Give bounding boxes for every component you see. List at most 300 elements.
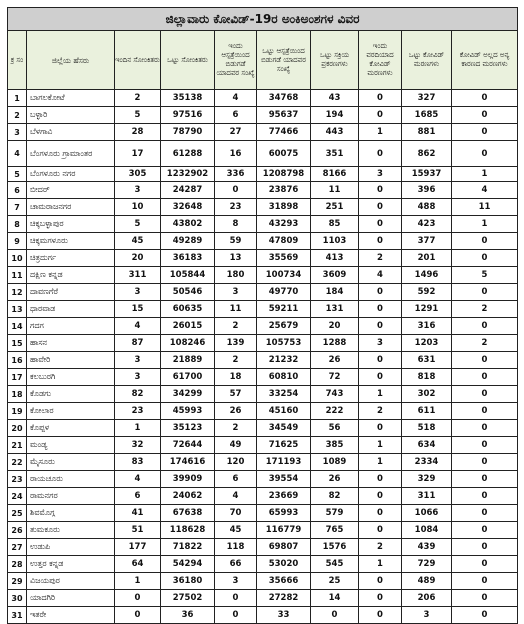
cell-today-deaths: 4: [359, 267, 402, 284]
cell-total-discharged: 25679: [257, 318, 311, 335]
cell-active-cases: 25: [311, 573, 359, 590]
cell-active-cases: 222: [311, 403, 359, 420]
cell-total-deaths: 634: [402, 437, 452, 454]
cell-non-covid-deaths: 11: [452, 199, 518, 216]
cell-today-discharged: 16: [215, 141, 257, 167]
cell-today-discharged: 120: [215, 454, 257, 471]
cell-today-discharged: 11: [215, 301, 257, 318]
cell-sno: 24: [8, 488, 27, 505]
header-total-cases: ಒಟ್ಟು ಸೋಂಕಿತರು: [161, 31, 215, 90]
cell-active-cases: 0: [311, 607, 359, 624]
cell-total-cases: 118628: [161, 522, 215, 539]
cell-active-cases: 545: [311, 556, 359, 573]
cell-total-cases: 174616: [161, 454, 215, 471]
cell-today-deaths: 0: [359, 199, 402, 216]
cell-district-name: ದಾವಣಗೆರೆ: [27, 284, 115, 301]
cell-total-deaths: 206: [402, 590, 452, 607]
cell-today-discharged: 180: [215, 267, 257, 284]
cell-district-name: ಹಾವೇರಿ: [27, 352, 115, 369]
cell-today-discharged: 2: [215, 352, 257, 369]
header-today-discharged: ಇಂದು ಆಸ್ಪತ್ರೆಯಿಂದ ಬಿಡುಗಡೆ ಯಾದವರ ಸಂಖ್ಯೆ: [215, 31, 257, 90]
cell-total-deaths: 15937: [402, 167, 452, 182]
cell-total-cases: 71822: [161, 539, 215, 556]
table-row: [8, 556, 518, 573]
table-row: [8, 352, 518, 369]
cell-sno: 2: [8, 107, 27, 124]
table-row: [8, 301, 518, 318]
cell-total-deaths: 396: [402, 182, 452, 199]
cell-active-cases: 11: [311, 182, 359, 199]
cell-total-discharged: 100734: [257, 267, 311, 284]
cell-non-covid-deaths: 0: [452, 539, 518, 556]
cell-total-deaths: 311: [402, 488, 452, 505]
cell-non-covid-deaths: 0: [452, 403, 518, 420]
cell-total-cases: 24287: [161, 182, 215, 199]
cell-today-cases: 82: [115, 386, 161, 403]
cell-total-discharged: 23876: [257, 182, 311, 199]
cell-today-deaths: 0: [359, 90, 402, 107]
cell-sno: 6: [8, 182, 27, 199]
cell-total-cases: 72644: [161, 437, 215, 454]
cell-total-cases: 97516: [161, 107, 215, 124]
cell-today-discharged: 18: [215, 369, 257, 386]
cell-non-covid-deaths: 0: [452, 107, 518, 124]
cell-today-discharged: 59: [215, 233, 257, 250]
cell-today-deaths: 3: [359, 167, 402, 182]
cell-today-discharged: 3: [215, 573, 257, 590]
cell-today-deaths: 0: [359, 369, 402, 386]
cell-today-deaths: 0: [359, 284, 402, 301]
cell-today-cases: 5: [115, 216, 161, 233]
cell-today-discharged: 3: [215, 284, 257, 301]
cell-active-cases: 3609: [311, 267, 359, 284]
cell-total-discharged: 33254: [257, 386, 311, 403]
cell-total-deaths: 631: [402, 352, 452, 369]
cell-today-cases: 83: [115, 454, 161, 471]
cell-active-cases: 43: [311, 90, 359, 107]
cell-total-cases: 39909: [161, 471, 215, 488]
cell-today-discharged: 6: [215, 471, 257, 488]
cell-district-name: ಶಿವಮೊಗ್ಗ: [27, 505, 115, 522]
cell-today-cases: 41: [115, 505, 161, 522]
cell-total-cases: 108246: [161, 335, 215, 352]
cell-today-discharged: 57: [215, 386, 257, 403]
cell-today-deaths: 0: [359, 318, 402, 335]
cell-district-name: ಬೆಳಗಾವಿ: [27, 124, 115, 141]
cell-non-covid-deaths: 4: [452, 182, 518, 199]
cell-non-covid-deaths: 1: [452, 216, 518, 233]
cell-sno: 31: [8, 607, 27, 624]
table-row: [8, 454, 518, 471]
cell-non-covid-deaths: 0: [452, 471, 518, 488]
cell-active-cases: 1089: [311, 454, 359, 471]
cell-total-cases: 54294: [161, 556, 215, 573]
cell-total-cases: 60635: [161, 301, 215, 318]
cell-today-deaths: 0: [359, 352, 402, 369]
cell-active-cases: 184: [311, 284, 359, 301]
table-row: [8, 539, 518, 556]
cell-today-cases: 0: [115, 607, 161, 624]
cell-total-discharged: 69807: [257, 539, 311, 556]
cell-today-discharged: 23: [215, 199, 257, 216]
cell-district-name: ಬೀದರ್: [27, 182, 115, 199]
cell-total-discharged: 95637: [257, 107, 311, 124]
cell-active-cases: 26: [311, 352, 359, 369]
cell-active-cases: 82: [311, 488, 359, 505]
cell-district-name: ಮೈಸೂರು: [27, 454, 115, 471]
cell-district-name: ವಿಜಯಪುರ: [27, 573, 115, 590]
cell-non-covid-deaths: 0: [452, 250, 518, 267]
cell-total-deaths: 729: [402, 556, 452, 573]
cell-total-deaths: 881: [402, 124, 452, 141]
cell-today-discharged: 27: [215, 124, 257, 141]
covid-district-table: [7, 7, 518, 624]
cell-today-discharged: 26: [215, 403, 257, 420]
cell-total-deaths: 423: [402, 216, 452, 233]
table-row: [8, 488, 518, 505]
cell-total-deaths: 329: [402, 471, 452, 488]
cell-non-covid-deaths: 0: [452, 454, 518, 471]
header-total-deaths: ಒಟ್ಟು ಕೋವಿಡ್ ಮರಣಗಳು: [402, 31, 452, 90]
cell-today-cases: 45: [115, 233, 161, 250]
cell-total-deaths: 2334: [402, 454, 452, 471]
table-row: [8, 284, 518, 301]
header-today-cases: ಇಂದಿನ ಸೋಂಕಿತರು: [115, 31, 161, 90]
cell-today-deaths: 0: [359, 573, 402, 590]
cell-total-discharged: 116779: [257, 522, 311, 539]
cell-district-name: ಕೋಲಾರ: [27, 403, 115, 420]
cell-total-deaths: 3: [402, 607, 452, 624]
cell-non-covid-deaths: 0: [452, 369, 518, 386]
cell-non-covid-deaths: 0: [452, 505, 518, 522]
header-total-discharged: ಒಟ್ಟು ಆಸ್ಪತ್ರೆಯಿಂದ ಬಿಡುಗಡೆ ಯಾದವರ ಸಂಖ್ಯೆ: [257, 31, 311, 90]
cell-total-cases: 105844: [161, 267, 215, 284]
cell-active-cases: 72: [311, 369, 359, 386]
cell-total-discharged: 171193: [257, 454, 311, 471]
cell-active-cases: 85: [311, 216, 359, 233]
cell-today-deaths: 2: [359, 539, 402, 556]
cell-sno: 17: [8, 369, 27, 386]
cell-total-deaths: 611: [402, 403, 452, 420]
cell-non-covid-deaths: 0: [452, 386, 518, 403]
table-row: [8, 335, 518, 352]
cell-today-cases: 4: [115, 471, 161, 488]
cell-total-deaths: 862: [402, 141, 452, 167]
cell-total-discharged: 47809: [257, 233, 311, 250]
cell-total-cases: 27502: [161, 590, 215, 607]
cell-total-deaths: 316: [402, 318, 452, 335]
cell-today-discharged: 336: [215, 167, 257, 182]
cell-sno: 22: [8, 454, 27, 471]
cell-active-cases: 8166: [311, 167, 359, 182]
cell-today-discharged: 4: [215, 488, 257, 505]
cell-non-covid-deaths: 2: [452, 335, 518, 352]
cell-active-cases: 1576: [311, 539, 359, 556]
cell-total-deaths: 818: [402, 369, 452, 386]
cell-today-deaths: 1: [359, 124, 402, 141]
table-row: [8, 471, 518, 488]
cell-total-cases: 36180: [161, 573, 215, 590]
table-row: [8, 90, 518, 107]
cell-total-deaths: 1496: [402, 267, 452, 284]
cell-total-cases: 67638: [161, 505, 215, 522]
cell-district-name: ದಕ್ಷಿಣ ಕನ್ನಡ: [27, 267, 115, 284]
cell-total-cases: 36: [161, 607, 215, 624]
cell-total-discharged: 21232: [257, 352, 311, 369]
cell-active-cases: 20: [311, 318, 359, 335]
table-row: [8, 590, 518, 607]
cell-today-discharged: 6: [215, 107, 257, 124]
cell-district-name: ಬಾಗಲಕೋಟೆ: [27, 90, 115, 107]
header-row: [8, 31, 518, 90]
cell-non-covid-deaths: 0: [452, 590, 518, 607]
cell-non-covid-deaths: 0: [452, 522, 518, 539]
cell-today-cases: 3: [115, 352, 161, 369]
cell-today-discharged: 4: [215, 90, 257, 107]
header-sno: ಕ್ರ ಸಂ: [8, 31, 27, 90]
table-row: [8, 386, 518, 403]
cell-active-cases: 579: [311, 505, 359, 522]
header-district: ಜಿಲ್ಲೆಯ ಹೆಸರು: [27, 31, 115, 90]
cell-today-deaths: 1: [359, 437, 402, 454]
cell-active-cases: 194: [311, 107, 359, 124]
cell-sno: 19: [8, 403, 27, 420]
cell-today-discharged: 66: [215, 556, 257, 573]
table-row: [8, 216, 518, 233]
cell-today-deaths: 2: [359, 250, 402, 267]
cell-today-discharged: 49: [215, 437, 257, 454]
cell-total-cases: 35123: [161, 420, 215, 437]
cell-district-name: ಹಾಸನ: [27, 335, 115, 352]
table-row: [8, 107, 518, 124]
cell-non-covid-deaths: 0: [452, 437, 518, 454]
cell-total-deaths: 1685: [402, 107, 452, 124]
cell-total-discharged: 1208798: [257, 167, 311, 182]
cell-sno: 3: [8, 124, 27, 141]
cell-total-discharged: 23669: [257, 488, 311, 505]
cell-sno: 4: [8, 141, 27, 167]
cell-today-deaths: 0: [359, 590, 402, 607]
cell-district-name: ಚಾಮರಾಜನಗರ: [27, 199, 115, 216]
cell-today-deaths: 0: [359, 488, 402, 505]
table-body: [8, 90, 518, 624]
cell-today-cases: 305: [115, 167, 161, 182]
cell-active-cases: 1288: [311, 335, 359, 352]
document-page: [7, 0, 517, 624]
cell-total-cases: 32648: [161, 199, 215, 216]
cell-today-deaths: 3: [359, 335, 402, 352]
cell-non-covid-deaths: 2: [452, 301, 518, 318]
cell-today-deaths: 0: [359, 107, 402, 124]
cell-sno: 14: [8, 318, 27, 335]
cell-district-name: ಮಂಡ್ಯ: [27, 437, 115, 454]
cell-total-discharged: 53020: [257, 556, 311, 573]
cell-district-name: ಬಳ್ಳಾರಿ: [27, 107, 115, 124]
cell-sno: 16: [8, 352, 27, 369]
table-row: [8, 141, 518, 167]
cell-total-cases: 61700: [161, 369, 215, 386]
cell-today-cases: 2: [115, 90, 161, 107]
table-row: [8, 167, 518, 182]
cell-today-cases: 177: [115, 539, 161, 556]
cell-active-cases: 131: [311, 301, 359, 318]
cell-today-cases: 87: [115, 335, 161, 352]
table-row: [8, 267, 518, 284]
cell-total-deaths: 439: [402, 539, 452, 556]
cell-non-covid-deaths: 1: [452, 167, 518, 182]
cell-sno: 25: [8, 505, 27, 522]
cell-total-deaths: 592: [402, 284, 452, 301]
cell-today-deaths: 0: [359, 471, 402, 488]
cell-active-cases: 56: [311, 420, 359, 437]
cell-non-covid-deaths: 0: [452, 488, 518, 505]
cell-today-discharged: 118: [215, 539, 257, 556]
cell-district-name: ಕಲಬುರಗಿ: [27, 369, 115, 386]
cell-total-discharged: 31898: [257, 199, 311, 216]
table-row: [8, 182, 518, 199]
table-row: [8, 607, 518, 624]
cell-today-cases: 17: [115, 141, 161, 167]
cell-district-name: ಬೆಂಗಳೂರು ನಗರ: [27, 167, 115, 182]
cell-active-cases: 26: [311, 471, 359, 488]
cell-sno: 5: [8, 167, 27, 182]
cell-active-cases: 251: [311, 199, 359, 216]
cell-district-name: ಉತ್ತರ ಕನ್ನಡ: [27, 556, 115, 573]
cell-district-name: ಉಡುಪಿ: [27, 539, 115, 556]
cell-total-discharged: 59211: [257, 301, 311, 318]
cell-non-covid-deaths: 0: [452, 352, 518, 369]
cell-today-deaths: 2: [359, 403, 402, 420]
cell-total-cases: 49289: [161, 233, 215, 250]
cell-today-deaths: 0: [359, 233, 402, 250]
cell-district-name: ಬೆಂಗಳೂರು ಗ್ರಾಮಾಂತರ: [27, 141, 115, 167]
cell-district-name: ಚಿಕ್ಕಮಗಳೂರು: [27, 233, 115, 250]
cell-today-cases: 23: [115, 403, 161, 420]
cell-total-cases: 78790: [161, 124, 215, 141]
cell-sno: 18: [8, 386, 27, 403]
cell-non-covid-deaths: 0: [452, 573, 518, 590]
cell-today-deaths: 0: [359, 216, 402, 233]
cell-non-covid-deaths: 0: [452, 420, 518, 437]
table-row: [8, 573, 518, 590]
header-active-cases: ಒಟ್ಟು ಸಕ್ರಿಯ ಪ್ರಕರಣಗಳು: [311, 31, 359, 90]
cell-active-cases: 413: [311, 250, 359, 267]
table-row: [8, 318, 518, 335]
cell-sno: 12: [8, 284, 27, 301]
cell-today-discharged: 2: [215, 420, 257, 437]
table-row: [8, 199, 518, 216]
table-row: [8, 505, 518, 522]
cell-today-cases: 0: [115, 590, 161, 607]
cell-today-deaths: 0: [359, 607, 402, 624]
cell-sno: 26: [8, 522, 27, 539]
cell-sno: 27: [8, 539, 27, 556]
cell-today-cases: 10: [115, 199, 161, 216]
cell-non-covid-deaths: 5: [452, 267, 518, 284]
cell-today-cases: 3: [115, 182, 161, 199]
cell-today-deaths: 0: [359, 182, 402, 199]
table-row: [8, 522, 518, 539]
cell-today-cases: 64: [115, 556, 161, 573]
cell-non-covid-deaths: 0: [452, 141, 518, 167]
cell-active-cases: 743: [311, 386, 359, 403]
cell-today-cases: 15: [115, 301, 161, 318]
cell-total-discharged: 34549: [257, 420, 311, 437]
cell-total-cases: 45993: [161, 403, 215, 420]
cell-district-name: ಕೊಪ್ಪಳ: [27, 420, 115, 437]
cell-non-covid-deaths: 0: [452, 124, 518, 141]
cell-today-deaths: 1: [359, 454, 402, 471]
cell-sno: 1: [8, 90, 27, 107]
cell-today-discharged: 139: [215, 335, 257, 352]
cell-total-cases: 50546: [161, 284, 215, 301]
cell-district-name: ಇತರೇ: [27, 607, 115, 624]
cell-district-name: ಗದಗ: [27, 318, 115, 335]
cell-total-discharged: 34768: [257, 90, 311, 107]
cell-active-cases: 385: [311, 437, 359, 454]
cell-total-deaths: 488: [402, 199, 452, 216]
cell-non-covid-deaths: 0: [452, 318, 518, 335]
cell-today-deaths: 0: [359, 522, 402, 539]
cell-sno: 13: [8, 301, 27, 318]
cell-total-deaths: 489: [402, 573, 452, 590]
cell-active-cases: 443: [311, 124, 359, 141]
cell-total-cases: 21889: [161, 352, 215, 369]
cell-total-discharged: 45160: [257, 403, 311, 420]
cell-total-deaths: 518: [402, 420, 452, 437]
table-row: [8, 420, 518, 437]
cell-sno: 29: [8, 573, 27, 590]
cell-today-cases: 51: [115, 522, 161, 539]
cell-active-cases: 14: [311, 590, 359, 607]
header-non-covid-deaths: ಕೋವಿಡ್ ಅಲ್ಲದ ಅನ್ಯ ಕಾರಣದ ಮರಣಗಳು: [452, 31, 518, 90]
cell-today-cases: 20: [115, 250, 161, 267]
cell-total-discharged: 33: [257, 607, 311, 624]
cell-total-deaths: 1066: [402, 505, 452, 522]
cell-total-discharged: 65993: [257, 505, 311, 522]
cell-today-deaths: 0: [359, 141, 402, 167]
cell-sno: 21: [8, 437, 27, 454]
cell-district-name: ಯಾದಗಿರಿ: [27, 590, 115, 607]
table-row: [8, 250, 518, 267]
cell-total-deaths: 377: [402, 233, 452, 250]
cell-total-deaths: 1084: [402, 522, 452, 539]
cell-total-cases: 43802: [161, 216, 215, 233]
cell-total-discharged: 49770: [257, 284, 311, 301]
cell-sno: 8: [8, 216, 27, 233]
table-row: [8, 233, 518, 250]
cell-total-deaths: 327: [402, 90, 452, 107]
table-row: [8, 369, 518, 386]
cell-total-deaths: 201: [402, 250, 452, 267]
cell-total-cases: 61288: [161, 141, 215, 167]
cell-today-cases: 3: [115, 284, 161, 301]
cell-district-name: ಧಾರವಾಡ: [27, 301, 115, 318]
cell-today-deaths: 0: [359, 301, 402, 318]
cell-non-covid-deaths: 0: [452, 607, 518, 624]
cell-sno: 23: [8, 471, 27, 488]
cell-total-discharged: 27282: [257, 590, 311, 607]
header-today-deaths: ಇಂದು ವರದಿಯಾದ ಕೋವಿಡ್ ಮರಣಗಳು: [359, 31, 402, 90]
cell-total-deaths: 1203: [402, 335, 452, 352]
cell-sno: 20: [8, 420, 27, 437]
cell-district-name: ಕೊಡಗು: [27, 386, 115, 403]
cell-total-cases: 24062: [161, 488, 215, 505]
cell-today-discharged: 8: [215, 216, 257, 233]
cell-total-cases: 36183: [161, 250, 215, 267]
cell-total-discharged: 60810: [257, 369, 311, 386]
cell-district-name: ಚಿತ್ರದುರ್ಗ: [27, 250, 115, 267]
